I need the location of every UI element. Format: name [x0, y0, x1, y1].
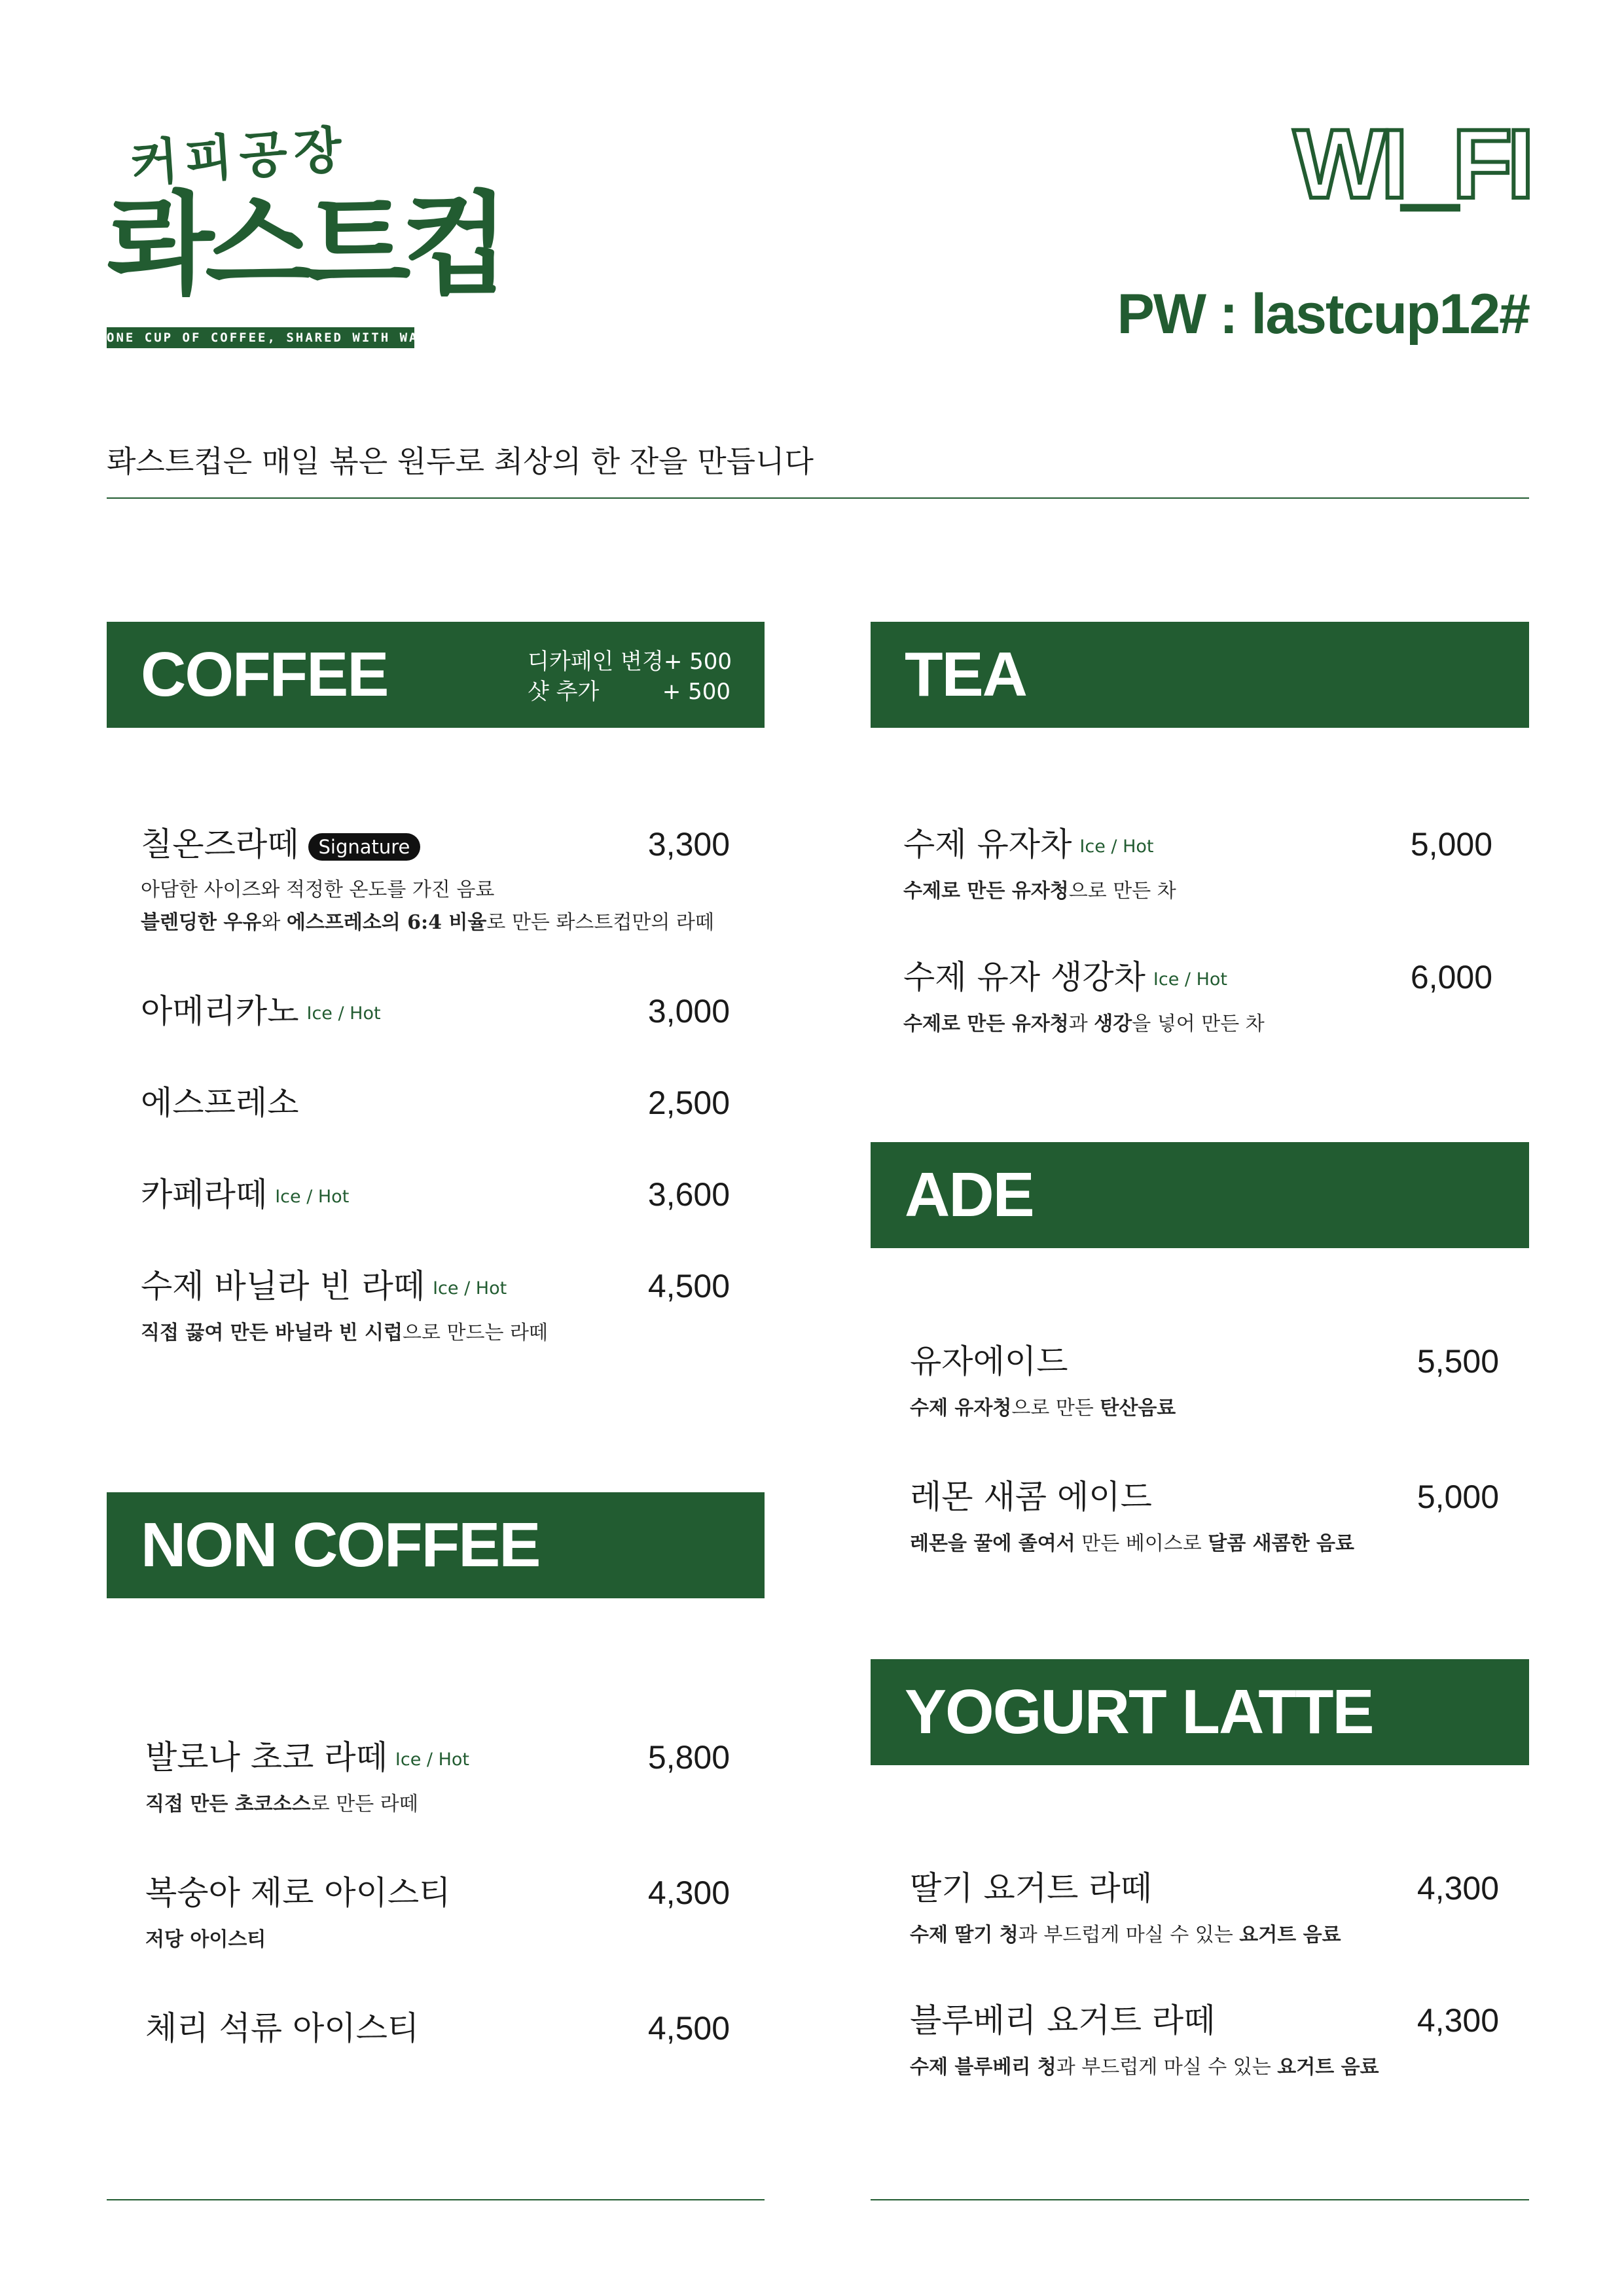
item-variant: Ice / Hot: [275, 1186, 350, 1207]
menu-item: [145, 2005, 730, 2051]
ade-title: ADE: [905, 1160, 1034, 1230]
menu-item: [141, 1172, 730, 1217]
item-price: 3,300: [647, 826, 730, 863]
item-price: 5,000: [1416, 1479, 1499, 1515]
item-description: 레몬을 꿀에 졸여서 만든 베이스로 달콤 새콤한 음료: [910, 1532, 1354, 1555]
menu-item: [910, 1865, 1499, 1957]
item-description: 직접 만든 초코소스로 만든 라떼: [145, 1793, 418, 1816]
option-row: [528, 677, 731, 707]
wifi-password: PW : lastcup12#: [1117, 283, 1529, 346]
yogurt-latte-title: YOGURT LATTE: [905, 1677, 1373, 1747]
menu-item: [903, 821, 1492, 913]
menu-item: [903, 954, 1492, 1046]
item-variant: Ice / Hot: [306, 1003, 381, 1024]
item-name: 딸기 요거트 라떼: [910, 1869, 1152, 1907]
item-name: 복숭아 제로 아이스티: [145, 1874, 451, 1912]
left-bottom-divider: [107, 2199, 765, 2200]
item-name: 체리 석류 아이스티: [145, 2009, 420, 2047]
non-coffee-banner: [107, 1492, 765, 1598]
item-price: 2,500: [647, 1085, 730, 1121]
option-price: + 500: [662, 679, 731, 705]
item-name: 유자에이드: [910, 1342, 1068, 1380]
header-divider: [107, 497, 1529, 499]
tea-title: TEA: [905, 639, 1026, 709]
non-coffee-title: NON COFFEE: [141, 1510, 540, 1580]
menu-item: [145, 1734, 730, 1826]
wifi-title: WI_FI: [1293, 109, 1529, 219]
menu-item: [910, 1474, 1499, 1566]
item-name: 수제 유자차 Ice / Hot: [903, 825, 1154, 863]
item-price: 4,500: [647, 1268, 730, 1304]
coffee-options: [528, 647, 731, 707]
coffee-title: COFFEE: [141, 639, 388, 709]
coffee-banner: [107, 622, 765, 728]
slogan: 롸스트컵은 매일 볶은 원두로 최상의 한 잔을 만듭니다: [107, 444, 814, 479]
item-name: 에스프레소: [141, 1084, 299, 1122]
item-price: 6,000: [1410, 959, 1492, 996]
item-description: 아담한 사이즈와 적정한 온도를 가진 음료: [141, 878, 495, 901]
item-variant: Ice / Hot: [433, 1278, 507, 1299]
item-description: 블렌딩한 우유와 에스프레소의 6:4 비율로 만든 롸스트컵만의 라떼: [141, 911, 714, 934]
item-name: 카페라떼 Ice / Hot: [141, 1175, 350, 1213]
item-price: 4,500: [647, 2010, 730, 2047]
item-name: 아메리카노 Ice / Hot: [141, 992, 381, 1030]
item-description: 수제 유자청으로 만든 탄산음료: [910, 1397, 1176, 1420]
menu-item: [141, 821, 730, 946]
item-price: 5,000: [1410, 826, 1492, 863]
option-label: 샷 추가: [528, 679, 600, 705]
menu-item: [910, 1338, 1499, 1430]
item-price: 5,800: [647, 1739, 730, 1776]
option-row: [528, 647, 731, 677]
item-variant: Ice / Hot: [395, 1749, 469, 1770]
item-price: 3,600: [647, 1176, 730, 1213]
menu-item: [910, 1998, 1499, 2089]
logo-name: 롸스트컵: [107, 181, 500, 310]
menu-item: [141, 988, 730, 1034]
item-name: 레몬 새콤 에이드: [910, 1478, 1152, 1516]
item-description: 수제로 만든 유자청과 생강을 넣어 만든 차: [903, 1013, 1265, 1035]
item-price: 3,000: [647, 993, 730, 1030]
item-price: 5,500: [1416, 1343, 1499, 1380]
option-price: + 500: [663, 649, 732, 675]
item-price: 4,300: [1416, 1870, 1499, 1907]
item-variant: Ice / Hot: [1079, 836, 1154, 857]
option-label: 디카페인 변경: [528, 649, 664, 675]
item-name: 칠온즈라떼 Signature: [141, 821, 420, 867]
signature-badge: Signature: [308, 833, 421, 861]
ade-banner: [871, 1142, 1529, 1248]
item-description: 수제로 만든 유자청으로 만든 차: [903, 880, 1176, 903]
item-name: 발로나 초코 라떼 Ice / Hot: [145, 1738, 469, 1776]
item-price: 4,300: [647, 1874, 730, 1911]
item-name: 블루베리 요거트 라떼: [910, 2001, 1216, 2039]
right-bottom-divider: [871, 2199, 1529, 2200]
item-description: 수제 딸기 청과 부드럽게 마실 수 있는 요거트 음료: [910, 1924, 1341, 1946]
item-variant: Ice / Hot: [1153, 969, 1227, 990]
menu-item: [141, 1263, 730, 1355]
yogurt-latte-banner: [871, 1659, 1529, 1765]
item-description: 직접 끓여 만든 바닐라 빈 시럽으로 만드는 라떼: [141, 1321, 548, 1344]
logo-tagline: ONE CUP OF COFFEE, SHARED WITH WARMTH: [107, 327, 414, 348]
tea-banner: [871, 622, 1529, 728]
item-description: 수제 블루베리 청과 부드럽게 마실 수 있는 요거트 음료: [910, 2056, 1379, 2079]
item-description: 저당 아이스티: [145, 1928, 266, 1951]
brand-logo: [107, 119, 500, 350]
item-price: 4,300: [1416, 2002, 1499, 2039]
item-name: 수제 유자 생강차 Ice / Hot: [903, 958, 1227, 996]
menu-item: [141, 1080, 730, 1126]
menu-item: [145, 1870, 730, 1962]
item-name: 수제 바닐라 빈 라떼 Ice / Hot: [141, 1267, 507, 1305]
logo-top-text: 커피공장: [128, 119, 351, 193]
